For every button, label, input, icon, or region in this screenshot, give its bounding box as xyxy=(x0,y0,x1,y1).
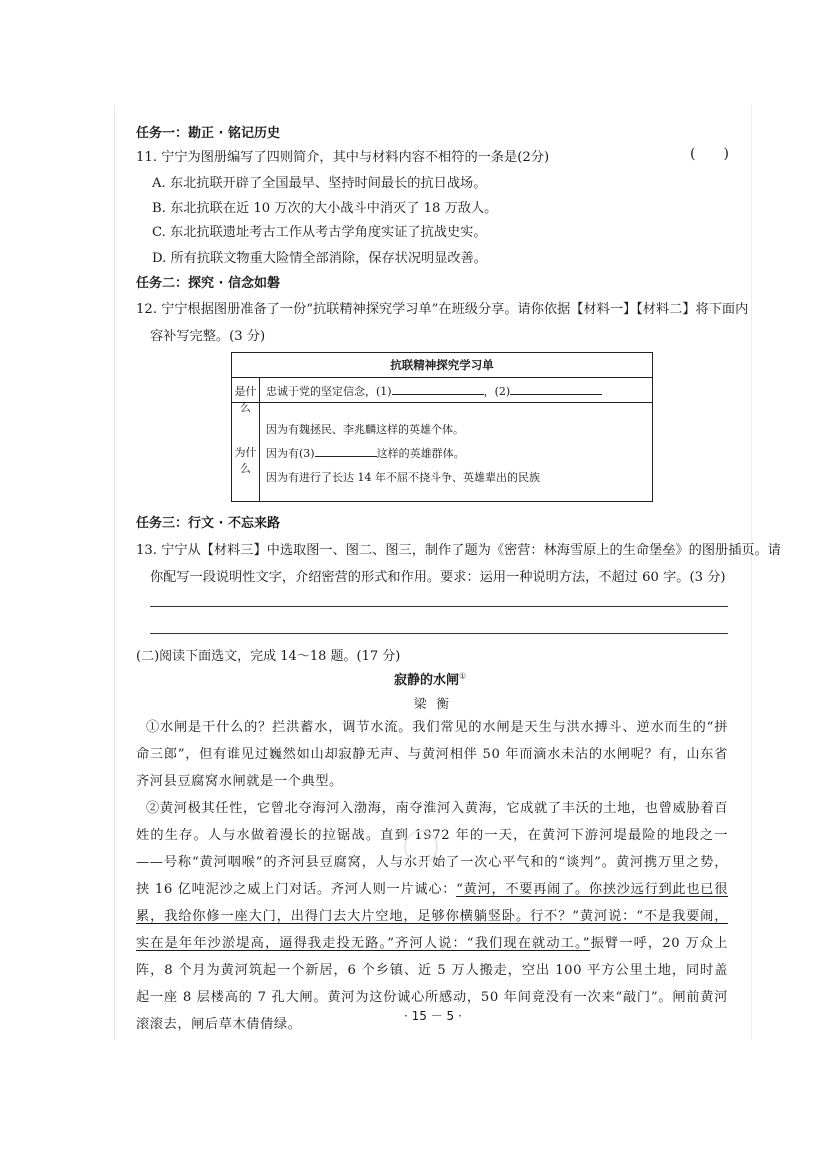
passage-author: 梁衡 xyxy=(414,696,460,711)
table-title: 抗联精神探究学习单 xyxy=(232,353,652,378)
passage-title-text: 寂静的水闸 xyxy=(394,673,460,688)
table-row-what xyxy=(232,378,652,414)
answer-line-1[interactable] xyxy=(150,606,728,607)
passage-title-note: ① xyxy=(459,671,467,681)
answer-line-2[interactable] xyxy=(150,633,728,634)
question-13-line2: 你配写一段说明性文字，介绍密营的形式和作用。要求：运用一种说明方法，不超过 60 字。(3 分) xyxy=(150,570,726,585)
blank-3[interactable] xyxy=(315,445,377,457)
blank-1[interactable] xyxy=(392,383,484,395)
row-why-line2-b: 这样的英雄群体。 xyxy=(376,447,465,460)
paragraph-1: ①水闸是干什么的？拦洪蓄水，调节水流。我们常见的水闸是天生与洪水搏斗、逆水而生的“拼命三郎”，但有谁见过巍然如山却寂静无声、与黄河相伴 50 年而滴水未沾的水闸呢？有，山东省齐河县豆腐窝水闸就是一个典型。 xyxy=(136,720,728,789)
part2-intro: (二)阅读下面选文，完成 14～18 题。(17 分) xyxy=(136,649,401,664)
watermark-stamp xyxy=(404,830,438,864)
row-what-content xyxy=(266,383,602,399)
question-11: 11. 宁宁为图册编写了四则简介，其中与材料内容不相符的一条是(2分) xyxy=(136,150,550,165)
row-what-label: 是什么 xyxy=(234,385,257,414)
row-why-line2 xyxy=(266,445,465,461)
question-13-line1: 13. 宁宁从【材料三】中选取图一、图二、图三，制作了题为《密营：林海雪原上的生命堡垒》的图册插页。请 xyxy=(136,543,781,558)
question-12-line2: 容补写完整。(3 分) xyxy=(150,329,266,344)
task3-heading: 任务三：行文 · 不忘来路 xyxy=(136,516,280,531)
row-why-line1: 因为有魏拯民、李兆麟这样的英雄个体。 xyxy=(266,423,464,436)
paragraph-2 xyxy=(136,795,728,1038)
page-number: · 15 － 5 · xyxy=(404,1009,462,1023)
paragraph-2-b: 振臂一呼，20 万众上阵，8 个月为黄河筑起一个新居，6 个乡镇、近 5 万人搬走，空出 100 平方公里土地，同时盖起一座 8 层楼高的 7 孔大闸。黄河为这份诚心所感动，50 年间竟没有一次来“敲门”。闸前黄河滚滚去，闸后草木倩倩绿。 xyxy=(136,936,728,1032)
paragraph-2-a: ②黄河极其任性，它曾北夺海河入渤海，南夺淮河入黄海，它成就了丰沃的土地，也曾威胁着百姓的生存。人与水做着漫长的拉锯战。直到 1972 年的一天，在黄河下游河堤最险的地段之一——号称“黄河咽喉”的齐河县豆腐窝，人与水开始了一次心平气和的“谈判”。黄河携万里之势，挟 16 亿吨泥沙之威上门对话。齐河人则一片诚心： xyxy=(136,801,728,897)
study-sheet-table xyxy=(231,352,653,502)
task1-heading: 任务一：勘正 · 铭记历史 xyxy=(136,126,280,141)
row-what-text: 忠诚于党的坚定信念，(1) xyxy=(266,385,392,398)
option-b: B. 东北抗联在近 10 万次的大小战斗中消灭了 18 万敌人。 xyxy=(152,201,498,216)
row-why-line2-a: 因为有(3) xyxy=(266,447,315,460)
row-what-sep: ，(2) xyxy=(483,385,511,398)
task2-heading: 任务二：探究 · 信念如磐 xyxy=(136,276,280,291)
blank-2[interactable] xyxy=(510,383,602,395)
paragraph-2-underlined: “黄河，不要再闹了。你挟沙远行到此也已很累，我给你修一座大门，出得门去大片空地，足够你横躺竖卧。行不？”黄河说：“不是我要闹，实在是年年沙淤堤高，逼得我走投无路。”齐河人说：“我们现在就动工。” xyxy=(136,882,728,951)
passage-body xyxy=(136,714,728,1038)
row-why-label: 为什么 xyxy=(234,446,257,475)
answer-bracket[interactable]: ( ) xyxy=(690,146,729,162)
passage-title xyxy=(394,669,466,688)
option-c: C. 东北抗联遗址考古工作从考古学角度实证了抗战史实。 xyxy=(152,225,487,240)
table-row-why xyxy=(232,403,652,501)
option-d: D. 所有抗联文物重大险情全部消除，保存状况明显改善。 xyxy=(152,251,487,266)
question-12-line1: 12. 宁宁根据图册准备了一份“抗联精神探究学习单”在班级分享。请你依据【材料一】【材料二】将下面内 xyxy=(136,302,749,317)
option-a: A. 东北抗联开辟了全国最早、坚持时间最长的抗日战场。 xyxy=(152,176,487,191)
row-why-line3: 因为有进行了长达 14 年不屈不挠斗争、英雄辈出的民族 xyxy=(266,471,540,484)
